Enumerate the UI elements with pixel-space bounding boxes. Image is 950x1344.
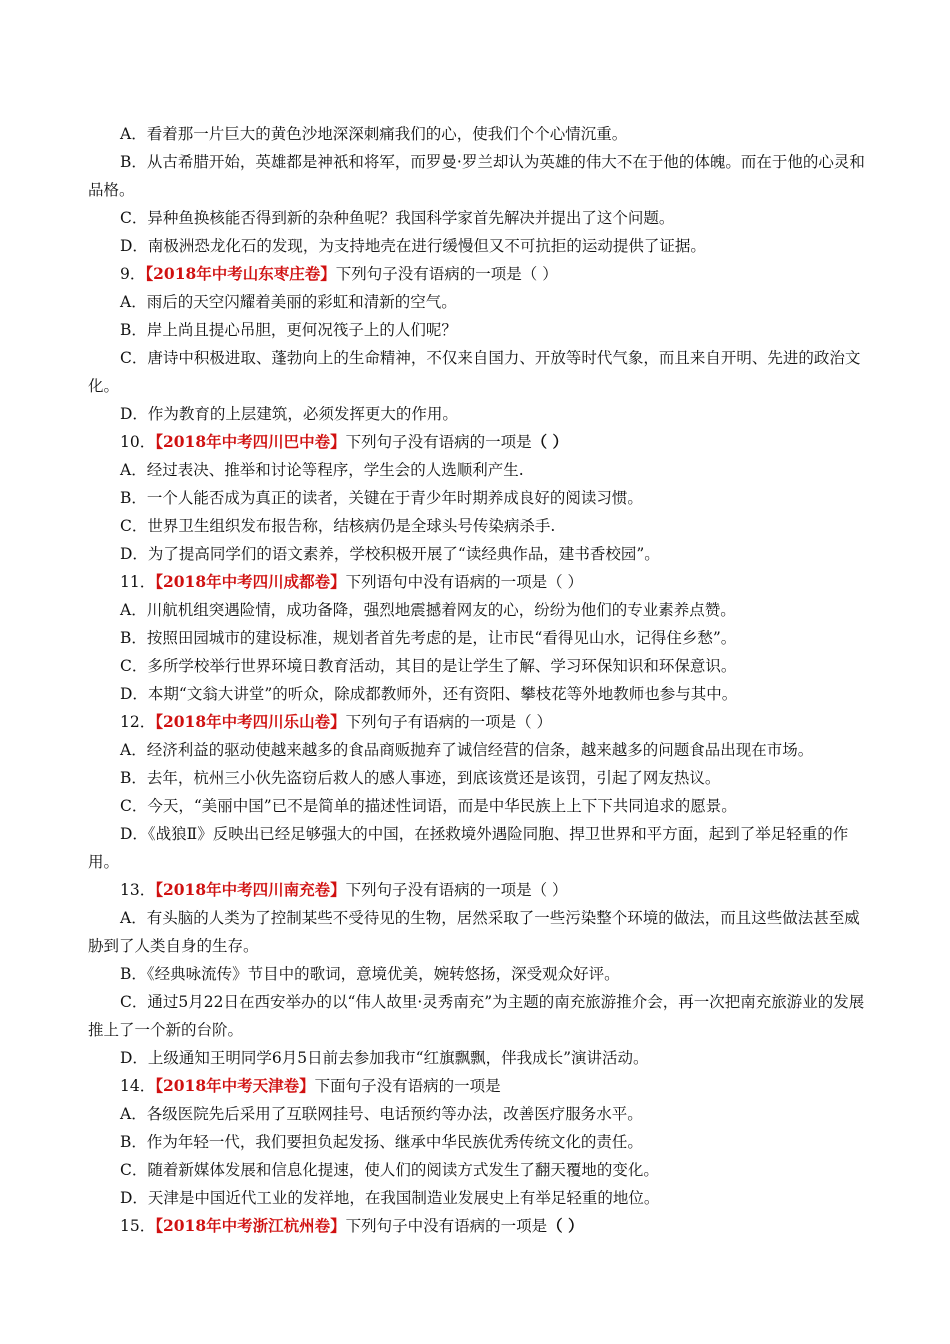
answer-option: B．岸上尚且提心吊胆，更何况筏子上的人们呢？ bbox=[120, 321, 457, 339]
question-prompt: 下列句子有语病的一项是（ ） bbox=[345, 713, 553, 731]
question-number: 9． bbox=[120, 265, 146, 283]
question-source: 【2018年中考山东枣庄卷】 bbox=[145, 264, 336, 283]
question-source: 【2018年中考四川巴中卷】 bbox=[155, 432, 346, 451]
question-heading bbox=[88, 1072, 866, 1100]
question-number: 13． bbox=[120, 881, 156, 899]
answer-option: D．《战狼Ⅱ》反映出已经足够强大的中国，在拯救境外遇险同胞、捍卫世界和平方面，起到了举足轻重的作用。 bbox=[88, 825, 849, 871]
answer-option: D．南极洲恐龙化石的发现，为支持地壳在进行缓慢但又不可抗拒的运动提供了证据。 bbox=[120, 237, 706, 255]
question-heading bbox=[88, 708, 866, 736]
answer-option: D．本期“文翁大讲堂”的听众，除成都教师外，还有资阳、攀枝花等外地教师也参与其中。 bbox=[120, 685, 738, 703]
question-number: 14． bbox=[120, 1077, 156, 1095]
question-prompt: 下列语句中没有语病的一项是（ ） bbox=[345, 573, 584, 591]
answer-option: A．经济利益的驱动使越来越多的食品商贩抛弃了诚信经营的信条，越来越多的问题食品出现在市场。 bbox=[120, 741, 814, 759]
question-source: 【2018年中考浙江杭州卷】 bbox=[155, 1216, 346, 1235]
answer-option: B．作为年轻一代，我们要担负起发扬、继承中华民族优秀传统文化的责任。 bbox=[120, 1133, 643, 1151]
answer-option: C．唐诗中积极进取、蓬勃向上的生命精神，不仅来自国力、开放等时代气象，而且来自开明、先进的政治文化。 bbox=[88, 349, 861, 395]
answer-option: A．有头脑的人类为了控制某些不受待见的生物，居然采取了一些污染整个环境的做法，而且这些做法甚至威胁到了人类自身的生存。 bbox=[88, 909, 860, 955]
answer-option: A．雨后的天空闪耀着美丽的彩虹和清新的空气。 bbox=[120, 293, 457, 311]
question-heading bbox=[88, 568, 866, 596]
answer-option: A．经过表决、推举和讨论等程序，学生会的人选顺利产生. bbox=[120, 461, 524, 479]
question-prompt: 下列句子中没有语病的一项是 bbox=[345, 1217, 548, 1235]
answer-option: C．异种鱼换核能否得到新的杂种鱼呢？我国科学家首先解决并提出了这个问题。 bbox=[120, 209, 675, 227]
answer-option: D．天津是中国近代工业的发祥地，在我国制造业发展史上有举足轻重的地位。 bbox=[120, 1189, 660, 1207]
question-source: 【2018年中考天津卷】 bbox=[155, 1076, 315, 1095]
question-heading bbox=[88, 428, 866, 456]
answer-option: A．各级医院先后采用了互联网挂号、电话预约等办法，改善医疗服务水平。 bbox=[120, 1105, 643, 1123]
answer-paren: （ ） bbox=[547, 1216, 584, 1235]
answer-option: B．去年，杭州三小伙先盗窃后救人的感人事迹，到底该赏还是该罚，引起了网友热议。 bbox=[120, 769, 721, 787]
answer-option: A．川航机组突遇险情，成功备降，强烈地震撼着网友的心，纷纷为他们的专业素养点赞。 bbox=[120, 601, 736, 619]
answer-paren: （ ） bbox=[531, 432, 569, 451]
question-source: 【2018年中考四川成都卷】 bbox=[155, 572, 346, 591]
question-prompt: 下列句子没有语病的一项是 bbox=[345, 433, 532, 451]
question-heading bbox=[88, 876, 866, 904]
answer-option: D．上级通知王明同学6月5日前去参加我市“红旗飘飘，伴我成长”演讲活动。 bbox=[120, 1049, 649, 1067]
answer-option: D．作为教育的上层建筑，必须发挥更大的作用。 bbox=[120, 405, 458, 423]
answer-option: A．看着那一片巨大的黄色沙地深深刺痛我们的心，使我们个个心情沉重。 bbox=[120, 125, 628, 143]
answer-option: B．《经典咏流传》节目中的歌词，意境优美，婉转悠扬，深受观众好评。 bbox=[120, 965, 620, 983]
answer-option: C．世界卫生组织发布报告称，结核病仍是全球头号传染病杀手. bbox=[120, 517, 556, 535]
question-prompt: 下列句子没有语病的一项是（ ） bbox=[345, 881, 568, 899]
answer-option: C．通过5月22日在西安举办的以“伟人故里·灵秀南充”为主题的南充旅游推介会，再一次把南充旅游业的发展推上了一个新的台阶。 bbox=[88, 993, 865, 1039]
answer-option: C．多所学校举行世界环境日教育活动，其目的是让学生了解、学习环保知识和环保意识。 bbox=[120, 657, 737, 675]
question-source: 【2018年中考四川乐山卷】 bbox=[155, 712, 346, 731]
question-source: 【2018年中考四川南充卷】 bbox=[155, 880, 346, 899]
question-number: 10． bbox=[120, 433, 156, 451]
document-page bbox=[88, 120, 866, 1240]
question-number: 11． bbox=[120, 573, 156, 591]
question-prompt: 下面句子没有语病的一项是 bbox=[314, 1077, 501, 1095]
answer-option: C．随着新媒体发展和信息化提速，使人们的阅读方式发生了翻天覆地的变化。 bbox=[120, 1161, 659, 1179]
question-number: 12． bbox=[120, 713, 156, 731]
answer-option: C．今天，“美丽中国”已不是简单的描述性词语，而是中华民族上上下下共同追求的愿景。 bbox=[120, 797, 737, 815]
answer-option: B．按照田园城市的建设标准，规划者首先考虑的是，让市民“看得见山水，记得住乡愁”。 bbox=[120, 629, 737, 647]
answer-option: B．从古希腊开始，英雄都是神祇和将军，而罗曼·罗兰却认为英雄的伟大不在于他的体魄。而在于他的心灵和品格。 bbox=[88, 153, 865, 199]
answer-option: D．为了提高同学们的语文素养，学校积极开展了“读经典作品，建书香校园”。 bbox=[120, 545, 660, 563]
question-number: 15． bbox=[120, 1217, 156, 1235]
answer-option: B．一个人能否成为真正的读者，关键在于青少年时期养成良好的阅读习惯。 bbox=[120, 489, 643, 507]
question-heading bbox=[88, 260, 866, 288]
question-prompt: 下列句子没有语病的一项是（ ） bbox=[335, 265, 558, 283]
question-heading bbox=[88, 1212, 866, 1240]
